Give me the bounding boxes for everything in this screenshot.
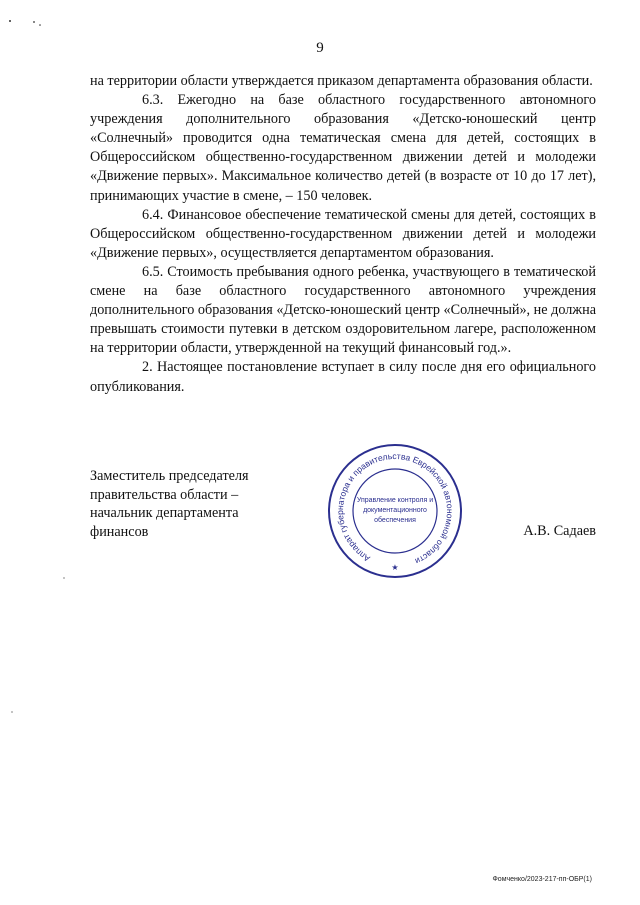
scan-speck xyxy=(33,21,35,23)
paragraph-continuation: на территории области утверждается приказом департамента образования области. xyxy=(90,73,593,89)
signer-title-line: правительства области – xyxy=(90,486,239,503)
paragraph-2: 2. Настоящее постановление вступает в силу после дня его официального опубликования. xyxy=(90,359,596,395)
signer-title-line: начальник департамента xyxy=(90,505,239,521)
page-number: 9 xyxy=(316,40,324,56)
signer-title xyxy=(90,467,310,541)
seal-center-line: Управление контроля и xyxy=(356,497,434,504)
seal-ring-text: Аппарат губернатора и правительства Еврейской автономной области xyxy=(334,450,456,567)
seal-star-icon: ★ xyxy=(391,563,399,572)
official-seal xyxy=(326,442,464,580)
signer-title-line: Заместитель председателя xyxy=(90,468,249,484)
scan-speck xyxy=(9,20,11,22)
seal-center-line: обеспечения xyxy=(374,517,416,524)
paragraph-6-4: 6.4. Финансовое обеспечение тематической смены для детей, состоящих в Общероссийском общественно-государственном движении детей и молодежи «Движение первых», осуществляется департаментом образования. xyxy=(90,206,596,261)
scan-speck xyxy=(63,577,64,578)
paragraph-6-3: 6.3. Ежегодно на базе областного государственного автономного учреждения дополнительного образования «Детско-юношеский центр «Солнечный» проводится одна тематическая смена для детей, состоящих в Общероссийском общественно-государственном движении детей и молодежи «Движение первых». Максимальное количество детей (в возрасте от 10 до 17 лет), принимающих участие в смене, – 150 человек. xyxy=(90,92,596,204)
paragraph-6-5: 6.5. Стоимость пребывания одного ребенка, участвующего в тематической смене на базе областного государственного автономного учреждения дополнительного образования «Детско-юношеский центр «Солнечный», не должна превышать стоимости путевки в детском оздоровительном лагере, расположенном на территории области, утвержденной на текущий финансовый год.». xyxy=(90,263,596,357)
scan-speck xyxy=(39,24,41,26)
document-body xyxy=(90,72,596,397)
footer-reference: Фомченко/2023-217-пп-ОБР(1) xyxy=(492,876,592,883)
seal-center-line: документационного xyxy=(363,507,427,514)
signer-name: А.В. Садаев xyxy=(523,523,596,539)
signer-title-line: финансов xyxy=(90,523,149,540)
scan-speck xyxy=(11,711,12,712)
